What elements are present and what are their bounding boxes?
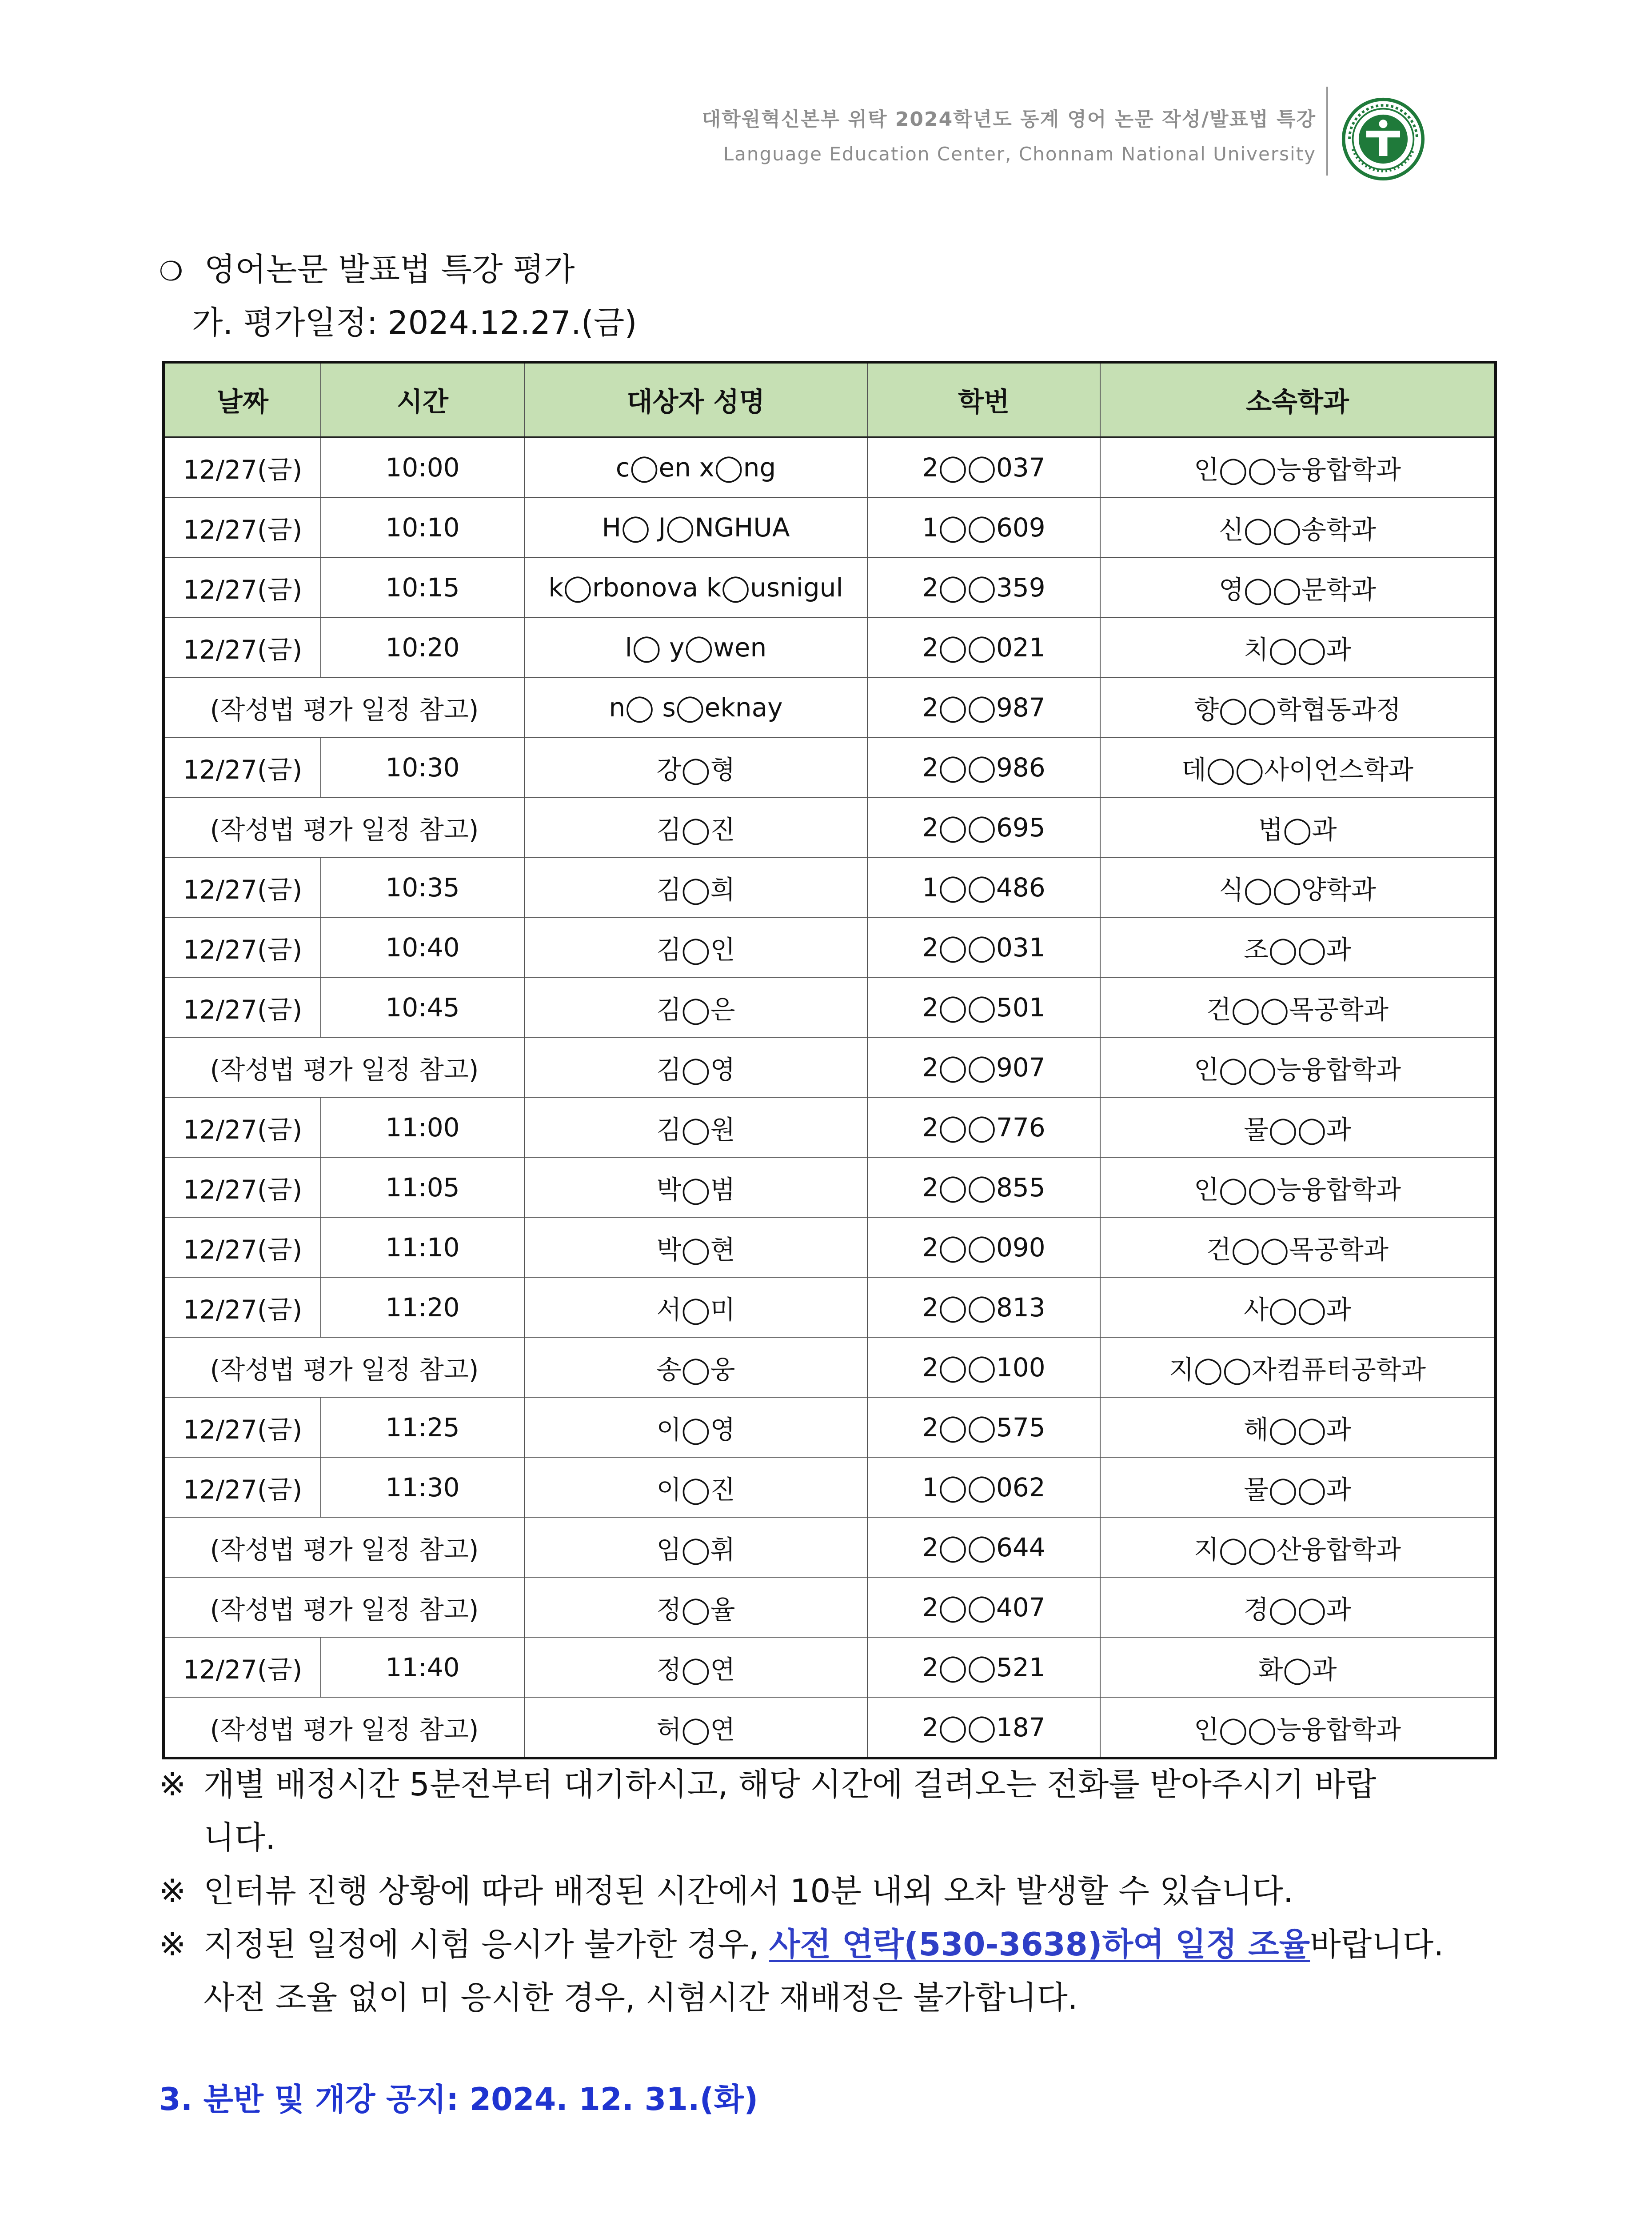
cell-schedule-note: (작성법 평가 일정 참고) [164,1037,524,1097]
cell-name: 김◯영 [524,1037,867,1097]
cell-student-id: 2◯◯359 [867,557,1100,617]
cell-name: l◯ y◯wen [524,617,867,677]
reference-mark: ※ [159,1872,186,1910]
cell-date: 12/27(금) [164,857,321,917]
cell-department: 식◯◯양학과 [1100,857,1496,917]
cell-date: 12/27(금) [164,437,321,498]
note-1-line-2: 니다. [204,1819,275,1856]
cell-date: 12/27(금) [164,557,321,617]
class-notice: 3. 분반 및 개강 공지: 2024. 12. 31.(화) [159,2081,758,2118]
header-date: 날짜 [164,362,321,437]
cell-name: 이◯진 [524,1457,867,1517]
cell-department: 영◯◯문학과 [1100,557,1496,617]
cell-time: 10:00 [321,437,524,498]
note-1-line-1: 개별 배정시간 5분전부터 대기하시고, 해당 시간에 걸려오는 전화를 받아주시기 바랍 [204,1766,1377,1803]
cell-time: 11:40 [321,1637,524,1697]
cell-date: 12/27(금) [164,977,321,1037]
header-name: 대상자 성명 [524,362,867,437]
table-row [164,1037,1496,1097]
cell-student-id: 1◯◯486 [867,857,1100,917]
cell-department: 조◯◯과 [1100,917,1496,977]
cell-date: 12/27(금) [164,1157,321,1217]
cell-time: 11:20 [321,1277,524,1337]
cell-name: 이◯영 [524,1397,867,1457]
cell-student-id: 2◯◯813 [867,1277,1100,1337]
table-row [164,917,1496,977]
cell-date: 12/27(금) [164,1397,321,1457]
note-1 [159,1758,1501,1864]
table-row [164,737,1496,797]
schedule-subtitle: 가. 평가일정: 2024.12.27.(금) [192,304,637,341]
cell-name: 임◯휘 [524,1517,867,1577]
cell-name: n◯ s◯eknay [524,677,867,737]
contact-link[interactable]: 사전 연락(530-3638)하여 일정 조율 [769,1926,1310,1963]
section-title-text: 영어논문 발표법 특강 평가 [204,251,575,288]
cell-time: 11:05 [321,1157,524,1217]
table-row [164,1397,1496,1457]
cell-student-id: 2◯◯776 [867,1097,1100,1157]
cell-name: 강◯형 [524,737,867,797]
cell-name: 김◯은 [524,977,867,1037]
cell-department: 건◯◯목공학과 [1100,977,1496,1037]
table-body [164,437,1496,1758]
table-header-row [164,362,1496,437]
cell-time: 10:45 [321,977,524,1037]
cell-date: 12/27(금) [164,617,321,677]
cell-name: 김◯원 [524,1097,867,1157]
cell-department: 경◯◯과 [1100,1577,1496,1637]
note-2 [159,1864,1501,1918]
cell-time: 11:30 [321,1457,524,1517]
cell-student-id: 2◯◯644 [867,1517,1100,1577]
cell-student-id: 2◯◯986 [867,737,1100,797]
table-row [164,677,1496,737]
cell-schedule-note: (작성법 평가 일정 참고) [164,677,524,737]
table-row [164,1337,1496,1397]
cell-time: 11:00 [321,1097,524,1157]
note-3-text-post: 바랍니다. [1310,1926,1444,1963]
table-row [164,1577,1496,1637]
cell-student-id: 2◯◯031 [867,917,1100,977]
cell-date: 12/27(금) [164,737,321,797]
table-row [164,977,1496,1037]
cell-student-id: 2◯◯407 [867,1577,1100,1637]
cell-date: 12/27(금) [164,1277,321,1337]
table-row [164,1277,1496,1337]
table-row [164,1637,1496,1697]
circle-bullet-icon: ❍ [159,256,183,287]
cell-schedule-note: (작성법 평가 일정 참고) [164,1577,524,1637]
cell-name: c◯en x◯ng [524,437,867,498]
university-seal-icon [1341,97,1425,181]
cell-department: 사◯◯과 [1100,1277,1496,1337]
header-time: 시간 [321,362,524,437]
cell-student-id: 1◯◯062 [867,1457,1100,1517]
page-header [0,0,1652,187]
cell-student-id: 2◯◯187 [867,1697,1100,1758]
cell-student-id: 2◯◯695 [867,797,1100,857]
cell-time: 11:25 [321,1397,524,1457]
cell-name: 정◯율 [524,1577,867,1637]
cell-student-id: 2◯◯037 [867,437,1100,498]
table-row [164,1217,1496,1277]
note-3-text-pre: 지정된 일정에 시험 응시가 불가한 경우, [204,1926,770,1963]
table-row [164,437,1496,498]
cell-department: 지◯◯산융합학과 [1100,1517,1496,1577]
header-department: 소속학과 [1100,362,1496,437]
cell-department: 물◯◯과 [1100,1097,1496,1157]
reference-mark: ※ [159,1766,186,1803]
cell-department: 물◯◯과 [1100,1457,1496,1517]
note-3-line-1 [204,1918,1501,1971]
table-row [164,1457,1496,1517]
cell-department: 건◯◯목공학과 [1100,1217,1496,1277]
header-subtitle: Language Education Center, Chonnam National University [723,143,1316,165]
cell-date: 12/27(금) [164,1457,321,1517]
cell-student-id: 1◯◯609 [867,497,1100,557]
cell-time: 10:20 [321,617,524,677]
table-row [164,857,1496,917]
cell-department: 향◯◯학협동과정 [1100,677,1496,737]
cell-department: 해◯◯과 [1100,1397,1496,1457]
cell-date: 12/27(금) [164,917,321,977]
cell-name: 박◯범 [524,1157,867,1217]
cell-time: 10:35 [321,857,524,917]
note-3 [159,1918,1501,2024]
table-row [164,617,1496,677]
note-3-line-2: 사전 조율 없이 미 응시한 경우, 시험시간 재배정은 불가합니다. [204,1979,1078,2016]
schedule-table [162,361,1497,1759]
cell-schedule-note: (작성법 평가 일정 참고) [164,1337,524,1397]
cell-name: 박◯현 [524,1217,867,1277]
cell-department: 법◯과 [1100,797,1496,857]
cell-time: 10:30 [321,737,524,797]
cell-name: 김◯인 [524,917,867,977]
cell-time: 10:15 [321,557,524,617]
cell-department: 지◯◯자컴퓨터공학과 [1100,1337,1496,1397]
header-title: 대학원혁신본부 위탁 2024학년도 동계 영어 논문 작성/발표법 특강 [702,108,1316,131]
cell-student-id: 2◯◯855 [867,1157,1100,1217]
table-row [164,557,1496,617]
table-row [164,797,1496,857]
cell-student-id: 2◯◯987 [867,677,1100,737]
cell-name: 김◯희 [524,857,867,917]
cell-student-id: 2◯◯907 [867,1037,1100,1097]
cell-name: k◯rbonova k◯usnigul [524,557,867,617]
cell-time: 10:10 [321,497,524,557]
cell-department: 인◯◯능융합학과 [1100,1037,1496,1097]
cell-name: 허◯연 [524,1697,867,1758]
cell-student-id: 2◯◯575 [867,1397,1100,1457]
cell-name: 김◯진 [524,797,867,857]
cell-name: 정◯연 [524,1637,867,1697]
table-row [164,1157,1496,1217]
cell-department: 데◯◯사이언스학과 [1100,737,1496,797]
cell-department: 인◯◯능융합학과 [1100,1157,1496,1217]
cell-department: 인◯◯능융합학과 [1100,437,1496,498]
cell-date: 12/27(금) [164,497,321,557]
table-row [164,1517,1496,1577]
table-row [164,1697,1496,1758]
cell-name: 서◯미 [524,1277,867,1337]
cell-time: 10:40 [321,917,524,977]
notes [159,1758,1501,2024]
cell-student-id: 2◯◯021 [867,617,1100,677]
cell-date: 12/27(금) [164,1217,321,1277]
cell-department: 화◯과 [1100,1637,1496,1697]
cell-date: 12/27(금) [164,1637,321,1697]
cell-student-id: 2◯◯501 [867,977,1100,1037]
cell-student-id: 2◯◯090 [867,1217,1100,1277]
reference-mark: ※ [159,1926,186,1963]
cell-name: 송◯웅 [524,1337,867,1397]
cell-student-id: 2◯◯521 [867,1637,1100,1697]
cell-schedule-note: (작성법 평가 일정 참고) [164,797,524,857]
cell-department: 신◯◯송학과 [1100,497,1496,557]
table-row [164,497,1496,557]
header-student-id: 학번 [867,362,1100,437]
cell-date: 12/27(금) [164,1097,321,1157]
section-title [159,244,575,290]
note-2-line-1: 인터뷰 진행 상황에 따라 배정된 시간에서 10분 내외 오차 발생할 수 있습니다. [204,1872,1293,1910]
cell-schedule-note: (작성법 평가 일정 참고) [164,1517,524,1577]
cell-time: 11:10 [321,1217,524,1277]
table-row [164,1097,1496,1157]
header-divider [1326,87,1328,176]
cell-name: H◯ J◯NGHUA [524,497,867,557]
cell-schedule-note: (작성법 평가 일정 참고) [164,1697,524,1758]
cell-student-id: 2◯◯100 [867,1337,1100,1397]
cell-department: 인◯◯능융합학과 [1100,1697,1496,1758]
cell-department: 치◯◯과 [1100,617,1496,677]
